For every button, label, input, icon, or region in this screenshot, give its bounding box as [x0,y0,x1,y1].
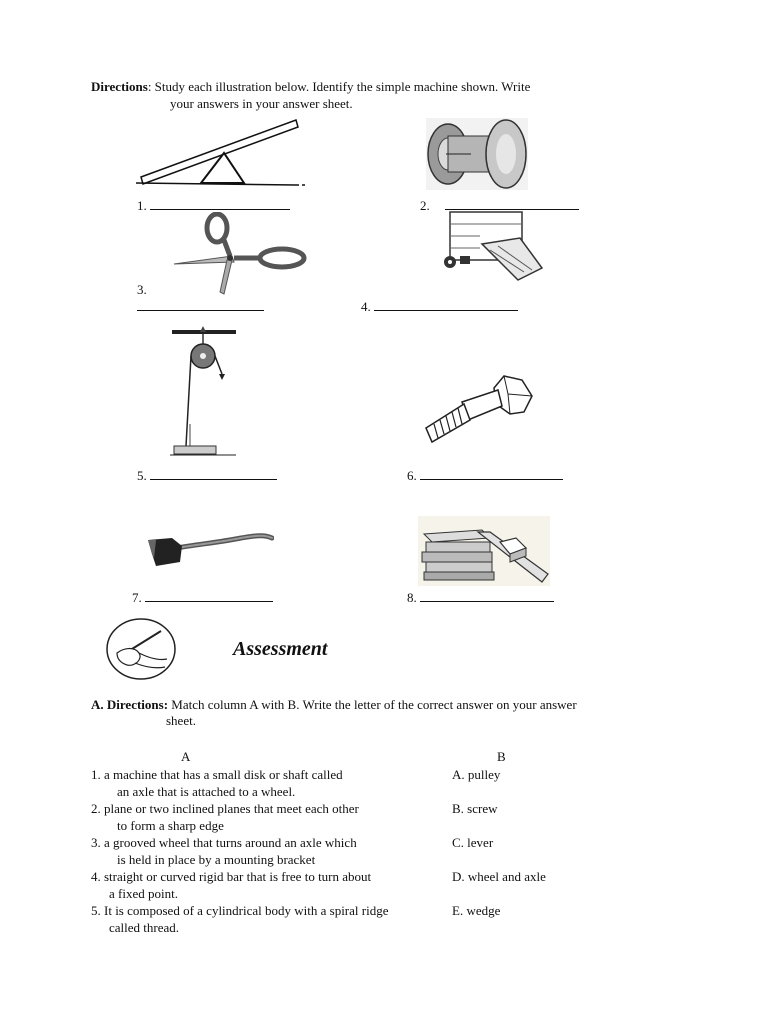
answer-line-3[interactable] [137,298,264,315]
ramp-truck-icon [440,210,544,284]
column-b-header: B [497,749,506,764]
assessment-directions-line-1 [91,697,577,713]
figure-4 [440,210,544,284]
answer-line-6[interactable] [407,467,563,484]
figure-number-3-line [137,282,147,298]
assessment-icon [105,617,177,681]
figure-3 [172,212,308,298]
answer-blank-4[interactable] [374,298,518,311]
seesaw-lever-icon [136,115,308,190]
figure-number-5: 5. [137,468,147,483]
figure-number-2: 2. [420,198,430,213]
directions-text-1: : Study each illustration below. Identify the simple machine shown. Write [147,79,531,94]
item-1-choice: A. pulley [452,767,501,782]
answer-line-4[interactable] [361,298,518,315]
directions-line-2: your answers in your answer sheet. [170,96,353,111]
doorknob-icon [426,118,528,190]
assessment-directions-line-2: sheet. [166,713,196,728]
answer-blank-5[interactable] [150,467,277,480]
column-a-header: A [181,749,191,764]
item-5-choice: E. wedge [452,903,501,918]
assessment-title: Assessment [233,638,328,660]
item-1-text-2: an axle that is attached to a wheel. [117,784,296,799]
figure-number-7: 7. [132,590,142,605]
item-3-text-1: 3. a grooved wheel that turns around an axle which [91,835,357,850]
answer-blank-2[interactable] [445,197,579,210]
item-4-text-1: 4. straight or curved rigid bar that is free to turn about [91,869,372,884]
directions-line-1 [91,79,530,95]
directions-label: Directions [91,79,148,94]
figure-number-3: 3. [137,282,147,297]
figure-8 [418,516,550,586]
answer-line-8[interactable] [407,589,554,606]
answer-blank-7[interactable] [145,589,273,602]
figure-2 [426,118,528,190]
item-5-text-2: called thread. [109,920,180,935]
item-4-text-2: a fixed point. [109,886,178,901]
figure-1 [136,115,308,190]
scissors-icon [172,212,308,298]
answer-blank-8[interactable] [420,589,554,602]
hand-writing-icon [105,617,177,681]
figure-6 [422,374,534,444]
axe-icon [146,528,274,568]
item-4-choice: D. wheel and axle [452,869,546,884]
figure-7 [146,528,274,568]
bolt-screw-icon [422,374,534,444]
answer-line-5[interactable] [137,467,277,484]
item-3-text-2: is held in place by a mounting bracket [117,852,316,867]
item-3-choice: C. lever [452,835,494,850]
item-1-text-1: 1. a machine that has a small disk or shaft called [91,767,343,782]
figure-5 [170,324,238,458]
answer-blank-6[interactable] [420,467,563,480]
pulley-icon [170,324,238,458]
item-2-text-2: to form a sharp edge [117,818,224,833]
answer-line-7[interactable] [132,589,273,606]
figure-number-4: 4. [361,299,371,314]
answer-blank-3[interactable] [137,298,264,311]
assessment-directions-label: A. Directions: [91,697,169,712]
answer-blank-1[interactable] [150,197,290,210]
item-2-text-1: 2. plane or two inclined planes that meet each other [91,801,359,816]
item-5-text-1: 5. It is composed of a cylindrical body with a spiral ridge [91,903,389,918]
assessment-directions-text-1: Match column A with B. Write the letter of the correct answer on your answer [168,697,577,712]
figure-number-6: 6. [407,468,417,483]
figure-number-8: 8. [407,590,417,605]
books-ramp-icon [418,516,550,586]
item-2-choice: B. screw [452,801,498,816]
figure-number-1: 1. [137,198,147,213]
